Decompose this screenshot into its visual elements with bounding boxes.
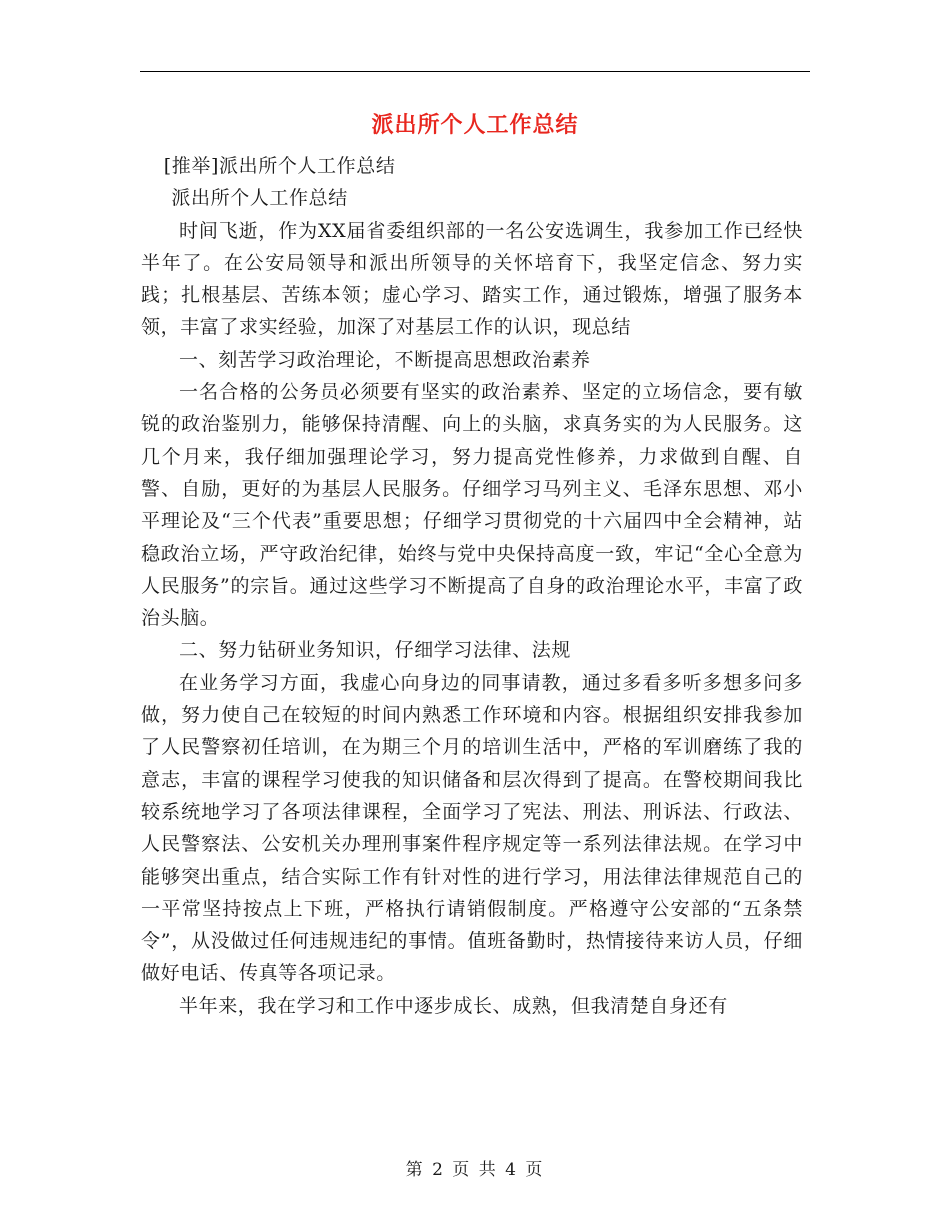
document-title: 派出所个人工作总结 [371,112,579,138]
paragraph-intro: 时间飞逝，作为XX届省委组织部的一名公安选调生，我参加工作已经快半年了。在公安局领导和派出所领导的关怀培育下，我坚定信念、努力实践；扎根基层、苦练本领；虚心学习、踏实工作，通过锻炼，增强了服务本领，丰富了求实经验，加深了对基层工作的认识，现总结 [141,219,803,339]
document-body [141,150,803,1022]
header-rule [140,71,810,72]
section-heading-2: 二、努力钻研业务知识，仔细学习法律、法规 [179,639,572,662]
paragraph-section-2: 在业务学习方面，我虚心向身边的同事请教，通过多看多听多想多问多做，努力使自己在较短的时间内熟悉工作环境和内容。根据组织安排我参加了人民警察初任培训，在为期三个月的培训生活中，严格的军训磨练了我的意志，丰富的课程学习使我的知识储备和层次得到了提高。在警校期间我比较系统地学习了各项法律课程，全面学习了宪法、刑法、刑诉法、行政法、人民警察法、公安机关办理刑事案件程序规定等一系列法律法规。在学习中能够突出重点，结合实际工作有针对性的进行学习，用法律法律规范自己的一平常坚持按点上下班，严格执行请销假制度。严格遵守公安部的“五条禁令”，从没做过任何违规违纪的事情。值班备勤时，热情接待来访人员，仔细做好电话、传真等各项记录。 [141,671,803,985]
paragraph-heading-recommend: [推举]派出所个人工作总结 [163,155,396,177]
paragraph-subtitle: 派出所个人工作总结 [171,187,348,210]
paragraph-conclusion-start: 半年来，我在学习和工作中逐步成长、成熟，但我清楚自身还有 [179,994,728,1017]
paragraph-section-1: 一名合格的公务员必须要有坚实的政治素养、坚定的立场信念，要有敏锐的政治鉴别力，能够保持清醒、向上的头脑，求真务实的为人民服务。这几个月来，我仔细加强理论学习，努力提高党性修养，力求做到自醒、自警、自励，更好的为基层人民服务。仔细学习马列主义、毛泽东思想、邓小平理论及“三个代表”重要思想；仔细学习贯彻党的十六届四中全会精神，站稳政治立场，严守政治纪律，始终与党中央保持高度一致，牢记“全心全意为人民服务”的宗旨。通过这些学习不断提高了自身的政治理论水平，丰富了政治头脑。 [141,381,803,630]
page-number: 第 2 页 共 4 页 [405,1160,545,1180]
section-heading-1: 一、刻苦学习政治理论，不断提高思想政治素养 [179,348,591,371]
